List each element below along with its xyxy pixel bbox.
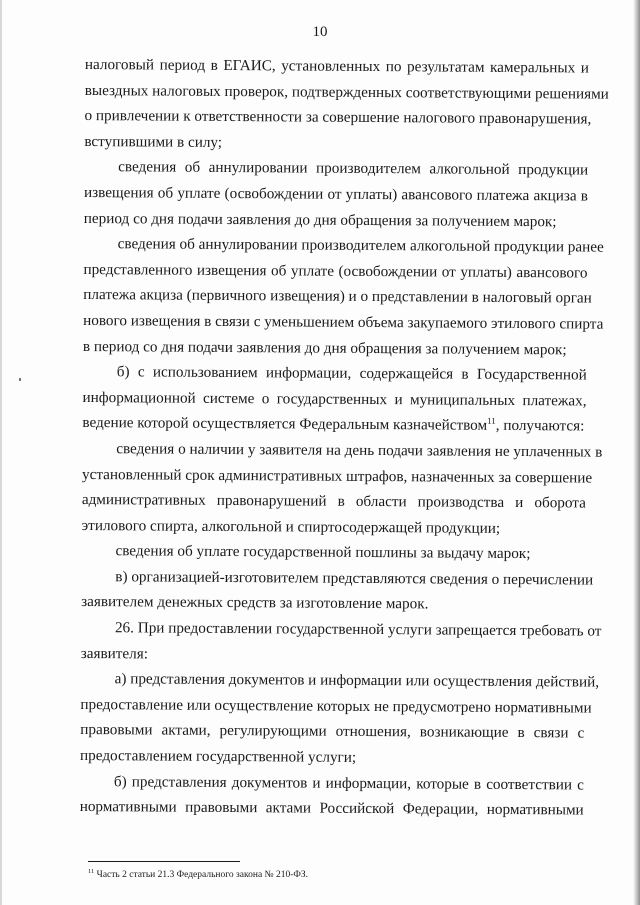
text-line-content: в период со дня подачи заявления до дня обращения за получением марок; bbox=[82, 337, 567, 358]
footnote-text: Часть 2 статьи 21.3 Федерального закона № 210-ФЗ. bbox=[94, 870, 309, 881]
text-line bbox=[81, 589, 585, 618]
text-line bbox=[82, 513, 586, 542]
text-line-content: правовыми актами, регулирующими отношения, возникающие в связи с bbox=[80, 721, 585, 742]
text-line bbox=[83, 334, 587, 363]
text-line bbox=[82, 436, 603, 465]
text-line-content: 26. При предоставлении государственной услуги запрещается требовать от bbox=[114, 619, 602, 640]
text-line-content: предоставлением государственной услуги; bbox=[80, 747, 357, 766]
scan-speck bbox=[19, 378, 21, 381]
text-line-content: заявителем денежных средств за изготовление марок. bbox=[81, 593, 429, 613]
text-line-content: ведение которой осуществляется Федеральным казначейством bbox=[82, 414, 488, 435]
text-line-content: сведения об аннулировании производителем алкогольной продукции bbox=[118, 158, 589, 179]
text-line bbox=[84, 180, 588, 209]
text-line bbox=[82, 410, 586, 439]
text-line-content: б) с использованием информации, содержащейся в Государственной bbox=[116, 363, 587, 384]
text-line bbox=[80, 743, 584, 772]
text-line bbox=[84, 78, 609, 107]
text-line bbox=[84, 231, 604, 260]
text-line-content: сведения о наличии у заявителя на день подачи заявления не уплаченных в bbox=[116, 440, 603, 461]
text-line bbox=[81, 461, 593, 490]
text-line bbox=[80, 692, 592, 721]
text-line-content: информационной системе о государственных и муниципальных платежах, bbox=[82, 388, 587, 410]
text-line-content: выездных налоговых проверок, подтвержденных соответствующими решениями bbox=[84, 81, 609, 103]
text-line bbox=[84, 129, 588, 158]
text-line bbox=[80, 769, 584, 798]
text-line-content: этилового спирта, алкогольной и спиртосодержащей продукции; bbox=[81, 516, 501, 537]
text-line-content: извещения об уплате (освобождении от уплаты) авансового платежа акциза в bbox=[83, 183, 589, 205]
text-line-content: установленный срок административных штрафов, назначенных за совершение bbox=[81, 465, 593, 487]
text-line-content: а) представления документов и информации или осуществления действий, bbox=[114, 670, 600, 691]
text-line-content: заявителя: bbox=[80, 644, 149, 663]
text-line bbox=[83, 359, 587, 388]
text-line bbox=[82, 487, 586, 516]
footnote-marker: 11 bbox=[88, 868, 95, 875]
text-line-content: в) организацией-изготовителем представляются сведения о перечислении bbox=[115, 568, 594, 589]
page-right-edge-shadow bbox=[633, 0, 640, 905]
text-line-content: платежа акциза (первичного извещения) и о представлении в налоговый орган bbox=[83, 286, 592, 307]
text-line-content: о привлечении к ответственности за совершение налогового правонарушения, bbox=[84, 107, 592, 128]
text-line-content: предоставление или осуществление которых не предусмотрено нормативными bbox=[80, 695, 592, 717]
text-line-content: вступившими в силу; bbox=[84, 132, 223, 151]
body-text bbox=[79, 52, 609, 823]
text-line bbox=[83, 257, 587, 286]
text-line-content: нового извещения в связи с уменьшением объема закупаемого этилового спирта bbox=[83, 311, 604, 333]
text-line bbox=[84, 154, 588, 183]
page-number: 10 bbox=[312, 24, 328, 40]
footnote-reference: 11 bbox=[487, 416, 496, 427]
text-line-content: , получаются: bbox=[495, 417, 585, 435]
text-line bbox=[82, 385, 586, 414]
text-line-content: налоговый период в ЕГАИС, установленных по результатам камеральных и bbox=[84, 55, 589, 77]
text-line-content: представленного извещения об уплате (освобождении от уплаты) авансового bbox=[83, 260, 588, 282]
text-line-content: б) представления документов и информации, которые в соответствии с bbox=[113, 772, 584, 794]
text-line bbox=[84, 206, 588, 235]
text-line bbox=[84, 103, 592, 132]
page-left-edge bbox=[0, 0, 2, 905]
text-line-content: сведения об аннулировании производителем алкогольной продукции ранее bbox=[117, 235, 604, 256]
text-line bbox=[81, 564, 594, 593]
text-line bbox=[85, 52, 589, 81]
text-line-content: административных правонарушений в области производства и оборота bbox=[81, 491, 586, 512]
text-line bbox=[81, 641, 585, 670]
footnote bbox=[88, 868, 308, 880]
text-line bbox=[81, 615, 602, 644]
text-line bbox=[81, 538, 585, 567]
text-line bbox=[83, 308, 604, 337]
footnote-separator bbox=[88, 861, 240, 862]
text-line bbox=[81, 666, 600, 695]
text-line-content: нормативными правовыми актами Российской Федерации, нормативными bbox=[79, 798, 584, 819]
text-line bbox=[80, 794, 584, 823]
text-line-content: сведения об уплате государственной пошлины за выдачу марок; bbox=[115, 542, 531, 563]
text-line-content: период со дня подачи заявления до дня обращения за получением марок; bbox=[83, 209, 557, 230]
text-line bbox=[83, 282, 592, 311]
text-line bbox=[80, 717, 584, 746]
